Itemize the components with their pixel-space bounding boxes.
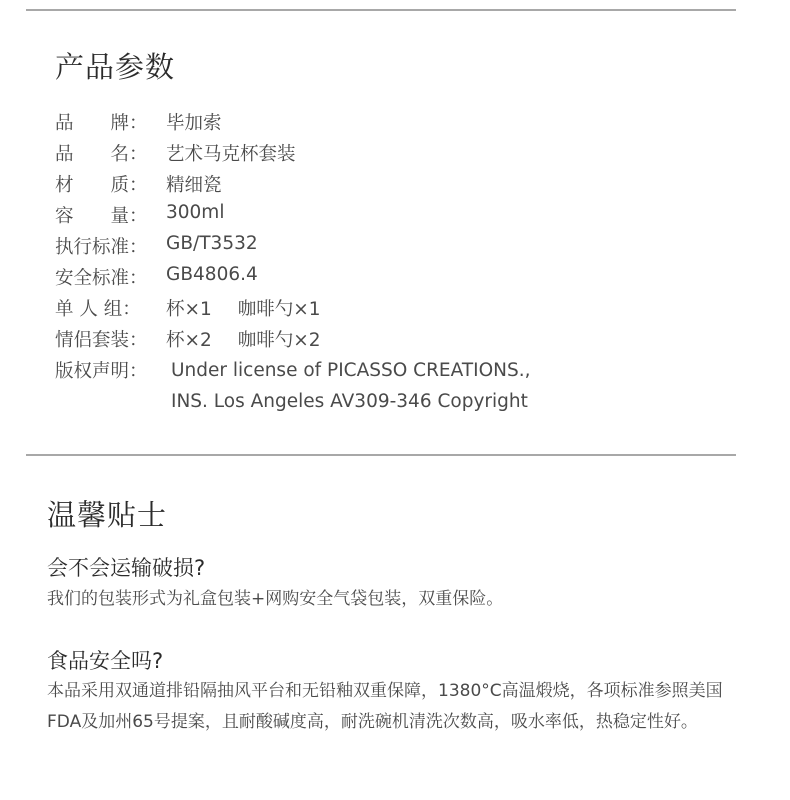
param-label: 品 名： — [55, 144, 148, 165]
license-text — [171, 355, 531, 417]
faq-question-food-safety: 食品安全吗? — [47, 649, 164, 673]
param-value: 毕加索 — [166, 113, 222, 134]
license-line-1: Under license of PICASSO CREATIONS., — [171, 360, 531, 381]
param-label: 执行标准： — [55, 237, 148, 258]
param-label: 情侣套装： — [55, 330, 148, 351]
param-value-spoon: 咖啡勺×2 — [237, 330, 321, 351]
param-value — [166, 295, 321, 321]
param-value: 精细瓷 — [166, 175, 222, 196]
params-title: 产品参数 — [55, 50, 176, 84]
param-value: 300ml — [166, 202, 225, 223]
faq-question-shipping: 会不会运输破损? — [47, 556, 206, 580]
param-value-cup: 杯×1 — [166, 299, 212, 320]
param-value-cup: 杯×2 — [166, 330, 212, 351]
top-divider — [26, 9, 736, 11]
tips-title: 温馨贴士 — [47, 498, 168, 532]
param-label: 品 牌： — [55, 113, 148, 134]
param-value: 艺术马克杯套装 — [166, 144, 296, 165]
param-value — [166, 326, 321, 352]
param-value: GB/T3532 — [166, 233, 258, 254]
param-label: 单 人 组： — [55, 299, 141, 320]
param-label: 材 质： — [55, 175, 148, 196]
param-label: 版权声明： — [55, 361, 148, 382]
param-label: 安全标准： — [55, 268, 148, 289]
faq-answer-food-safety: 本品采用双通道排铅隔抽风平台和无铅釉双重保障，1380°C高温煅烧，各项标准参照美国FDA及加州65号提案，且耐酸碱度高，耐洗碗机清洗次数高，吸水率低，热稳定性好。 — [47, 681, 723, 732]
param-value: GB4806.4 — [166, 264, 258, 285]
section-divider — [26, 454, 736, 456]
param-value-spoon: 咖啡勺×1 — [237, 299, 321, 320]
param-label: 容 量： — [55, 206, 148, 227]
faq-answer-shipping: 我们的包装形式为礼盒包装+网购安全气袋包装，双重保险。 — [47, 589, 504, 609]
license-line-2: INS. Los Angeles AV309-346 Copyright — [171, 391, 528, 412]
